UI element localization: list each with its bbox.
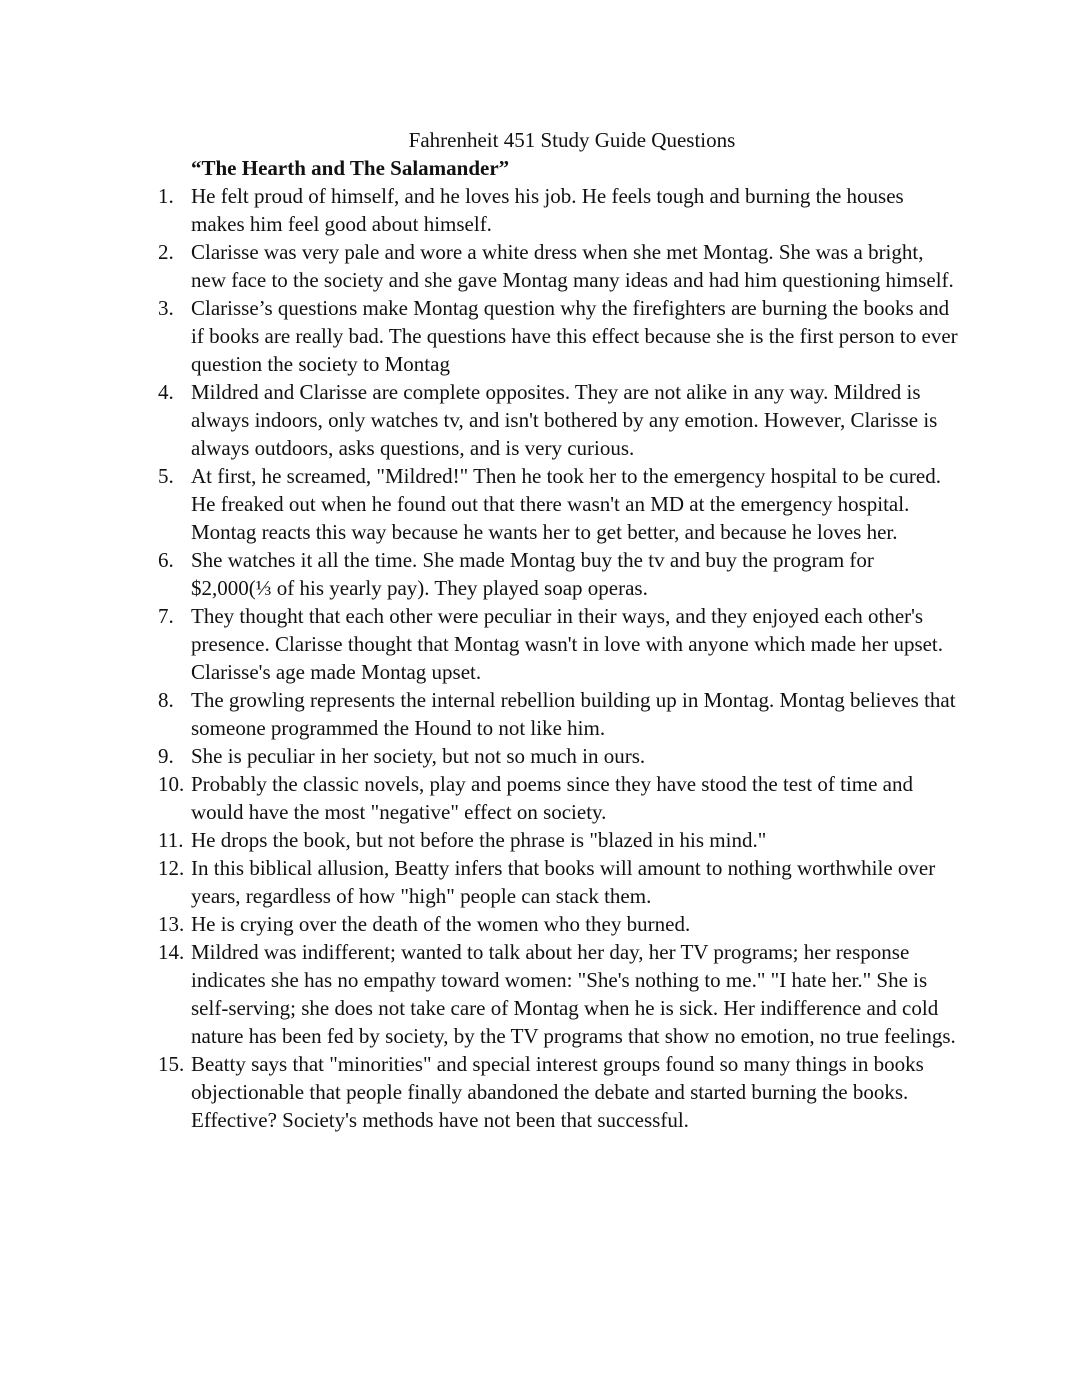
list-item [158, 546, 958, 602]
list-item-text: At first, he screamed, "Mildred!" Then he took her to the emergency hospital to be cured. He freaked out when he found out that there wasn't an MD at the emergency hospital. Montag reacts this way because he wants her to get better, and because he loves her. [191, 464, 941, 544]
list-item [158, 938, 958, 1050]
list-item-text: Clarisse’s questions make Montag question why the firefighters are burning the books and if books are really bad. The questions have this effect because she is the first person to ever question the society to Montag [191, 296, 958, 376]
list-item [158, 238, 958, 294]
list-item-number: 2. [158, 240, 174, 264]
list-item-number: 1. [158, 184, 174, 208]
list-item-text: They thought that each other were peculiar in their ways, and they enjoyed each other's presence. Clarisse thought that Montag wasn't in love with anyone which made her upset. Clarisse's age made Montag upset. [191, 604, 944, 684]
list-item-text: Probably the classic novels, play and poems since they have stood the test of time and would have the most "negative" effect on society. [191, 772, 913, 824]
list-item-text: The growling represents the internal rebellion building up in Montag. Montag believes that someone programmed the Hound to not like him. [191, 688, 956, 740]
list-item-number: 10. [158, 772, 185, 796]
list-item [158, 378, 958, 462]
section-heading: “The Hearth and The Salamander” [191, 156, 510, 180]
list-item-number: 5. [158, 464, 174, 488]
list-item [158, 462, 958, 546]
list-item-number: 3. [158, 296, 174, 320]
list-item [158, 770, 958, 826]
list-item-text: He drops the book, but not before the phrase is "blazed in his mind." [191, 828, 767, 852]
list-item-number: 6. [158, 548, 174, 572]
list-item-number: 9. [158, 744, 174, 768]
list-item-text: Clarisse was very pale and wore a white dress when she met Montag. She was a bright, new face to the society and she gave Montag many ideas and had him questioning himself. [191, 240, 954, 292]
list-item-number: 12. [158, 856, 185, 880]
list-item-text: He felt proud of himself, and he loves his job. He feels tough and burning the houses makes him feel good about himself. [191, 184, 904, 236]
list-item [158, 182, 958, 238]
list-item-number: 4. [158, 380, 174, 404]
list-item-number: 11. [158, 828, 184, 852]
list-item-text: Mildred was indifferent; wanted to talk about her day, her TV programs; her response indicates she has no empathy toward women: "She's nothing to me." "I hate her." She is self-serving; she does not take care of Montag when he is sick. Her indifference and cold nature has been fed by society, by the TV programs that show no emotion, no true feelings. [191, 940, 956, 1048]
list-item [158, 910, 958, 938]
list-item-number: 15. [158, 1052, 185, 1076]
list-item [158, 1050, 958, 1134]
list-item-text: She watches it all the time. She made Montag buy the tv and buy the program for $2,000(⅓ of his yearly pay). They played soap operas. [191, 548, 874, 600]
list-item-number: 13. [158, 912, 185, 936]
list-item-text: She is peculiar in her society, but not so much in ours. [191, 744, 646, 768]
list-item [158, 294, 958, 378]
list-item-number: 14. [158, 940, 185, 964]
list-item-text: In this biblical allusion, Beatty infers that books will amount to nothing worthwhile over years, regardless of how "high" people can stack them. [191, 856, 936, 908]
list-item-text: He is crying over the death of the women who they burned. [191, 912, 691, 936]
document-title: Fahrenheit 451 Study Guide Questions [408, 128, 736, 152]
list-item-number: 7. [158, 604, 174, 628]
list-item [158, 826, 958, 854]
list-item [158, 854, 958, 910]
list-item-number: 8. [158, 688, 174, 712]
list-item-text: Mildred and Clarisse are complete opposites. They are not alike in any way. Mildred is always indoors, only watches tv, and isn't bothered by any emotion. However, Clarisse is always outdoors, asks questions, and is very curious. [191, 380, 938, 460]
list-item-text: Beatty says that "minorities" and special interest groups found so many things in books objectionable that people finally abandoned the debate and started burning the books. Effective? Society's methods have not been that successful. [191, 1052, 924, 1132]
list-item [158, 602, 958, 686]
list-item [158, 742, 958, 770]
list-item [158, 686, 958, 742]
answer-list [158, 182, 958, 1134]
